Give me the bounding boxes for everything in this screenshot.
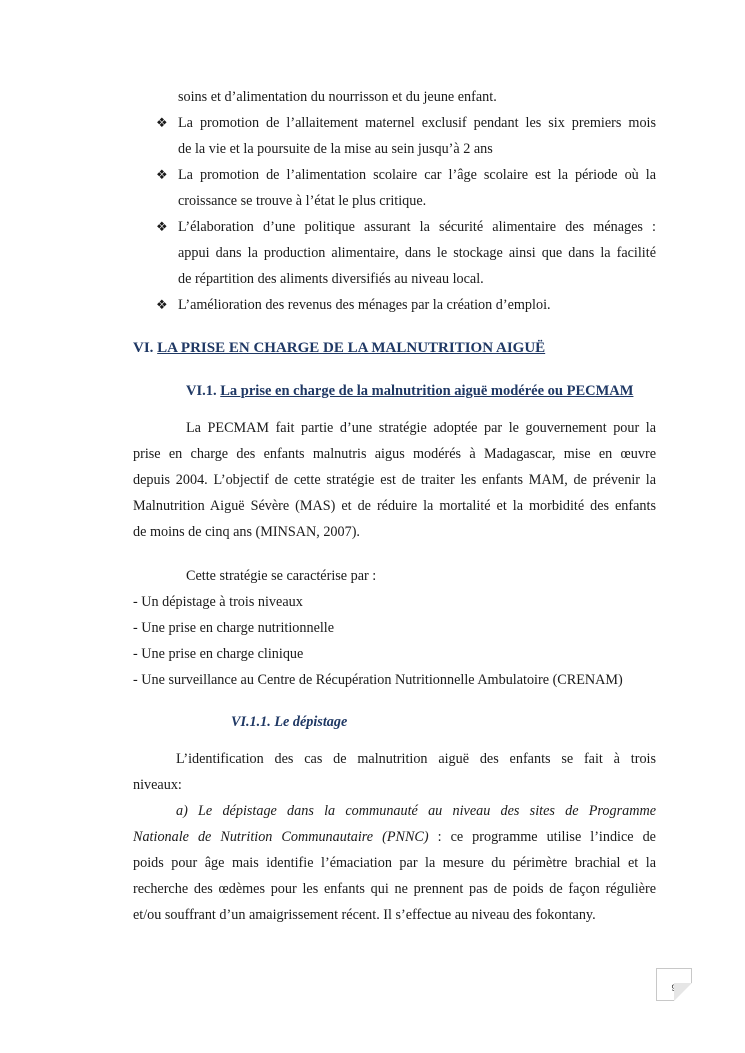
bullet-item-line: appui dans la production alimentaire, dans le stockage ainsi que dans la facilité — [178, 245, 656, 261]
section-number: VI.1. — [186, 383, 217, 399]
program-name: Nationale de Nutrition Communautaire (PNNC) — [133, 829, 429, 845]
page-number-box — [656, 968, 692, 1001]
paragraph-line-italic: a) Le dépistage dans la communauté au niveau des sites de Programme — [176, 803, 656, 819]
diamond-bullet-icon: ❖ — [156, 167, 168, 182]
section-title: La prise en charge de la malnutrition aiguë modérée ou PECMAM — [220, 383, 634, 399]
section-title: LA PRISE EN CHARGE DE LA MALNUTRITION AIGUË — [157, 340, 546, 356]
bullet-item-line: La promotion de l’alimentation scolaire car l’âge scolaire est la période où la — [178, 167, 656, 183]
dash-list-item: - Une prise en charge clinique — [133, 646, 304, 662]
bullet-item-line: de la vie et la poursuite de la mise au sein jusqu’à 2 ans — [178, 141, 493, 157]
paragraph-line: niveaux: — [133, 777, 182, 793]
bullet-item-line: croissance se trouve à l’état le plus critique. — [178, 193, 427, 209]
paragraph-line-mixed — [133, 824, 656, 850]
section-heading-vi-1-1: VI.1.1. Le dépistage — [231, 714, 348, 730]
paragraph-line: de moins de cinq ans (MINSAN, 2007). — [133, 524, 360, 540]
paragraph-line: prise en charge des enfants malnutris aigus modérés à Madagascar, mise en œuvre — [133, 446, 656, 462]
bullet-continuation: soins et d’alimentation du nourrisson et du jeune enfant. — [178, 89, 497, 105]
page-curl-icon — [674, 983, 692, 1001]
bullet-item-line: L’amélioration des revenus des ménages par la création d’emploi. — [178, 297, 551, 313]
dash-list-item: - Un dépistage à trois niveaux — [133, 594, 303, 610]
paragraph-line: La PECMAM fait partie d’une stratégie adoptée par le gouvernement pour la — [186, 420, 656, 436]
section-heading-vi-1 — [186, 378, 633, 404]
paragraph-line: Malnutrition Aiguë Sévère (MAS) et de réduire la mortalité et la morbidité des enfants — [133, 498, 656, 514]
diamond-bullet-icon: ❖ — [156, 219, 168, 234]
bullet-item-line: de répartition des aliments diversifiés au niveau local. — [178, 271, 484, 287]
paragraph-line: recherche des œdèmes pour les enfants qui ne prennent pas de poids de façon régulière — [133, 881, 656, 897]
paragraph-line: depuis 2004. L’objectif de cette stratégie est de traiter les enfants MAM, de prévenir la — [133, 472, 656, 488]
paragraph-text: : ce programme utilise l’indice de — [428, 829, 656, 845]
paragraph-line: poids pour âge mais identifie l’émaciation par la mesure du périmètre brachial et la — [133, 855, 656, 871]
paragraph-line: L’identification des cas de malnutrition aiguë des enfants se fait à trois — [176, 751, 656, 767]
page-number: 9 — [671, 983, 677, 993]
diamond-bullet-icon: ❖ — [156, 115, 168, 130]
bullet-item-line: La promotion de l’allaitement maternel exclusif pendant les six premiers mois — [178, 115, 656, 131]
section-heading-vi — [133, 335, 545, 361]
dash-list-item: - Une surveillance au Centre de Récupération Nutritionnelle Ambulatoire (CRENAM) — [133, 672, 623, 688]
diamond-bullet-icon: ❖ — [156, 297, 168, 312]
bullet-item-line: L’élaboration d’une politique assurant la sécurité alimentaire des ménages : — [178, 219, 656, 235]
dash-list-item: - Une prise en charge nutritionnelle — [133, 620, 335, 636]
section-number: VI. — [133, 340, 154, 356]
paragraph-intro: Cette stratégie se caractérise par : — [186, 568, 377, 584]
paragraph-line: et/ou souffrant d’un amaigrissement récent. Il s’effectue au niveau des fokontany. — [133, 907, 596, 923]
